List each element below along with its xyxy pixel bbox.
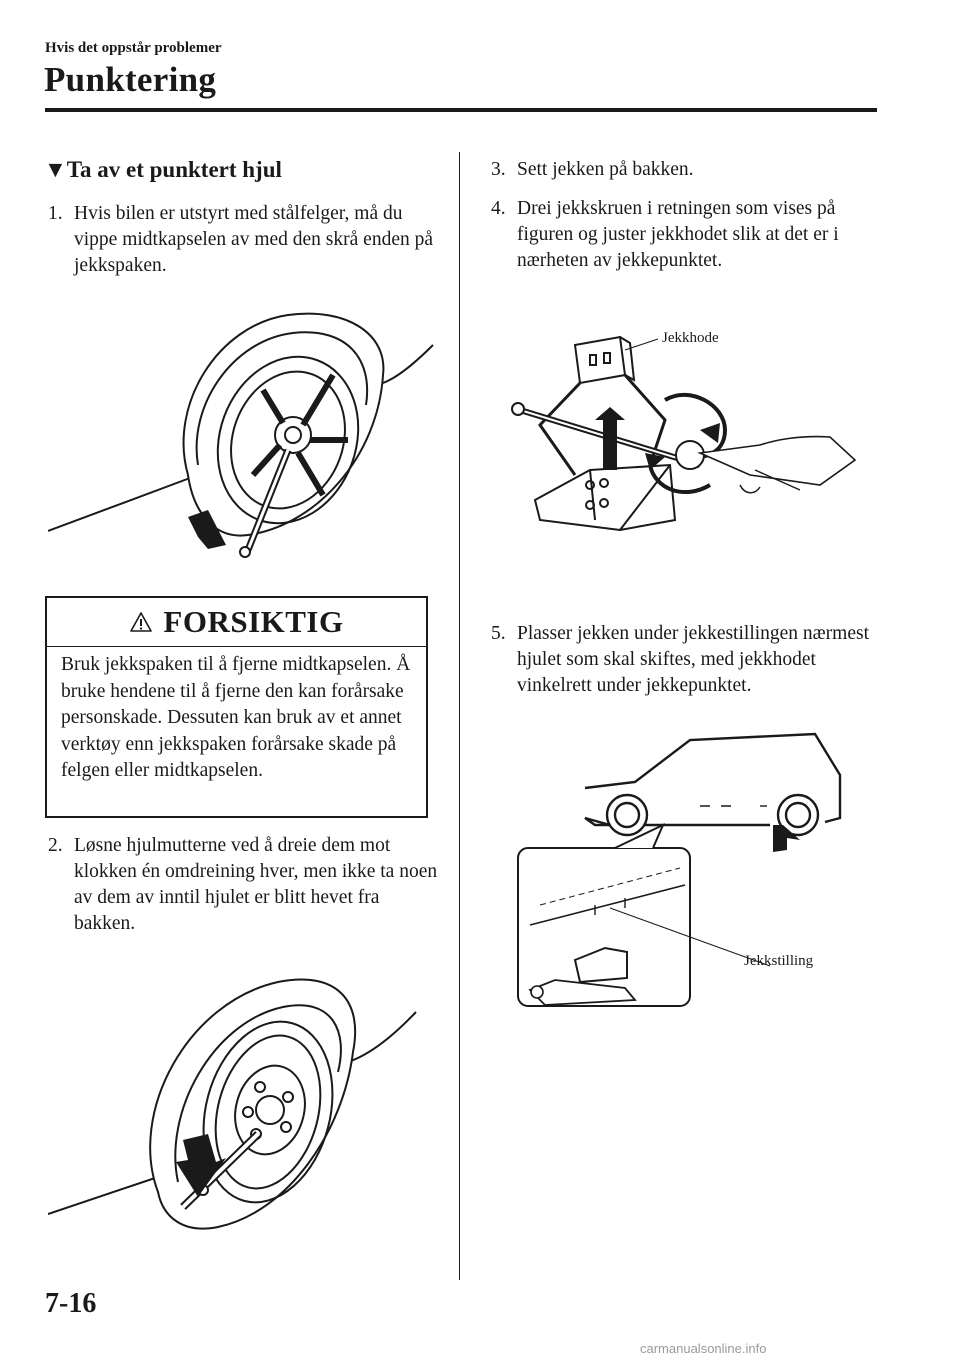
page-title: Punktering: [44, 60, 217, 99]
step-number: 3.: [491, 159, 506, 180]
step-number: 5.: [491, 623, 506, 644]
title-rule: [45, 108, 877, 112]
caution-title: FORSIKTIG: [163, 604, 344, 639]
step-text: Plasser jekken under jekkestillingen nærmest hjulet som skal skiftes, med jekkhodet vinkelrett under jekkepunktet.: [517, 623, 870, 696]
page-number: 7-16: [45, 1288, 97, 1319]
watermark: carmanualsonline.info: [640, 1341, 767, 1356]
step-number: 2.: [48, 835, 63, 856]
jack-head-label: Jekkhode: [662, 330, 719, 346]
caution-text: Bruk jekkspaken til å fjerne midtkapselen. Å bruke hendene til å fjerne den kan forårsake personskade. Dessuten kan bruk av et annet verktøy enn jekkspaken forårsake skade på felgen eller midtkapselen.: [61, 654, 411, 781]
section-heading: [44, 157, 282, 183]
hubcap-removal-figure: [48, 305, 440, 567]
section-marker-icon: ▼: [44, 157, 67, 182]
step-5: [491, 621, 886, 699]
breadcrumb: Hvis det oppstår problemer: [45, 40, 222, 56]
step-3: [491, 157, 881, 183]
column-divider: [459, 152, 460, 1280]
step-4: [491, 196, 881, 274]
jack-position-label: Jekkstilling: [744, 953, 814, 969]
step-2: [48, 833, 443, 937]
step-text: Drei jekkskruen i retningen som vises på figuren og juster jekkhodet slik at det er i nærheten av jekkepunktet.: [517, 198, 839, 271]
step-text: Løsne hjulmutterne ved å dreie dem mot klokken én omdreining hver, men ikke ta noen av dem av inntil hjulet er blitt hevet fra bakken.: [74, 835, 438, 934]
wheel-nut-loosening-figure: [48, 962, 440, 1250]
caution-box: [45, 596, 428, 818]
caution-header: [47, 598, 426, 647]
warning-triangle-icon: [129, 611, 153, 633]
section-heading-text: Ta av et punktert hjul: [66, 157, 282, 182]
step-text: Sett jekken på bakken.: [517, 159, 694, 180]
step-number: 4.: [491, 198, 506, 219]
scissor-jack-figure: [500, 325, 870, 540]
step-number: 1.: [48, 203, 63, 224]
step-text: Hvis bilen er utstyrt med stålfelger, må du vippe midtkapselen av med den skrå enden på jekkspaken.: [74, 203, 434, 276]
step-1: [48, 201, 443, 279]
